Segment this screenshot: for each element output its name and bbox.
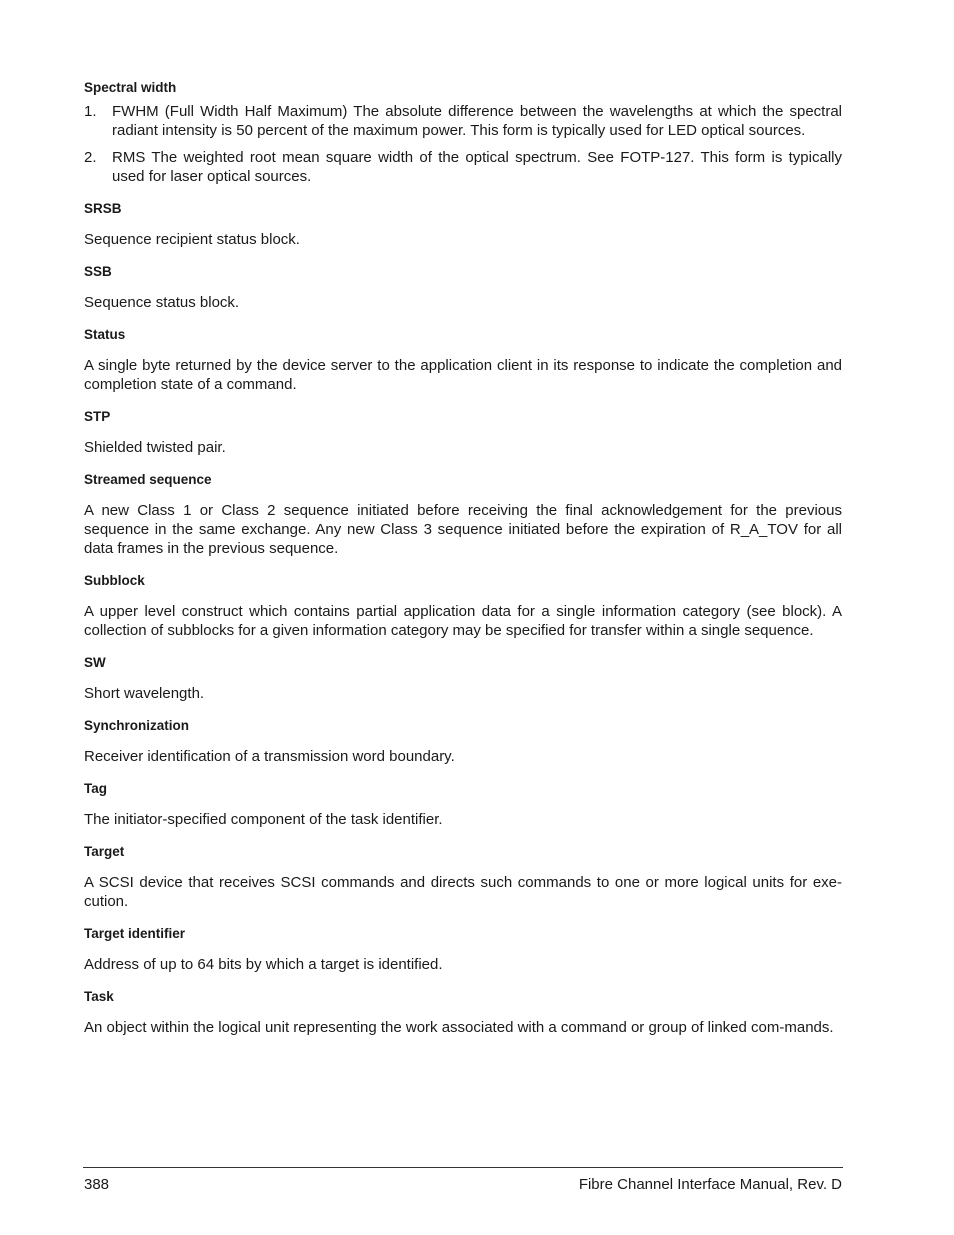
footer-divider <box>83 1167 843 1168</box>
definition-tag: The initiator-specified component of the task identifier. <box>84 811 443 828</box>
term-sw: SW <box>84 655 106 670</box>
definition-srsb: Sequence recipient status block. <box>84 231 300 248</box>
document-title: Fibre Channel Interface Manual, Rev. D <box>578 1176 842 1193</box>
definition-subblock: A upper level construct which contains partial application data for a single information category (see block). A collection of subblocks for a given information category may be specified for transfer within a single sequence. <box>84 603 842 639</box>
definition-sw: Short wavelength. <box>84 685 205 702</box>
term-stp: STP <box>84 409 111 424</box>
term-ssb: SSB <box>84 264 112 279</box>
term-srsb: SRSB <box>84 201 122 216</box>
term-streamed-sequence: Streamed sequence <box>84 472 212 487</box>
term-tag: Tag <box>84 781 107 796</box>
spectral-width-list <box>84 102 842 186</box>
definition-task: An object within the logical unit representing the work associated with a command or group of linked com-mands. <box>84 1019 834 1036</box>
page-number: 388 <box>84 1176 110 1193</box>
definition-synchronization: Receiver identification of a transmission word boundary. <box>84 748 455 765</box>
list-item <box>84 102 842 140</box>
list-item <box>84 148 842 186</box>
definition-streamed-sequence: A new Class 1 or Class 2 sequence initiated before receiving the final acknowledgement for the previous sequence in the same exchange. Any new Class 3 sequence initiated before the expiration of R_A_TOV for all data frames in the previous sequence. <box>84 502 842 557</box>
definition-target-identifier: Address of up to 64 bits by which a target is identified. <box>84 956 443 973</box>
page-footer <box>84 1175 842 1194</box>
term-target-identifier: Target identifier <box>84 926 186 941</box>
term-subblock: Subblock <box>84 573 145 588</box>
term-target: Target <box>84 844 125 859</box>
definition-status: A single byte returned by the device server to the application client in its response to indicate the completion and completion state of a command. <box>84 357 842 393</box>
list-item-text: RMS The weighted root mean square width of the optical spectrum. See FOTP-127. This form is typically used for laser optical sources. <box>112 149 842 185</box>
list-item-text: FWHM (Full Width Half Maximum) The absolute difference between the wavelengths at which the spectral radiant intensity is 50 percent of the maximum power. This form is typically used for LED optical sources. <box>112 103 842 139</box>
glossary-content <box>84 79 842 1037</box>
list-item-number: 2. <box>84 149 97 166</box>
definition-stp: Shielded twisted pair. <box>84 439 226 456</box>
list-item-number: 1. <box>84 103 97 120</box>
definition-target: A SCSI device that receives SCSI commands and directs such commands to one or more logical units for exe-cution. <box>84 874 842 910</box>
term-status: Status <box>84 327 126 342</box>
term-spectral-width: Spectral width <box>84 80 177 95</box>
definition-ssb: Sequence status block. <box>84 294 240 311</box>
term-synchronization: Synchronization <box>84 718 190 733</box>
term-task: Task <box>84 989 114 1004</box>
